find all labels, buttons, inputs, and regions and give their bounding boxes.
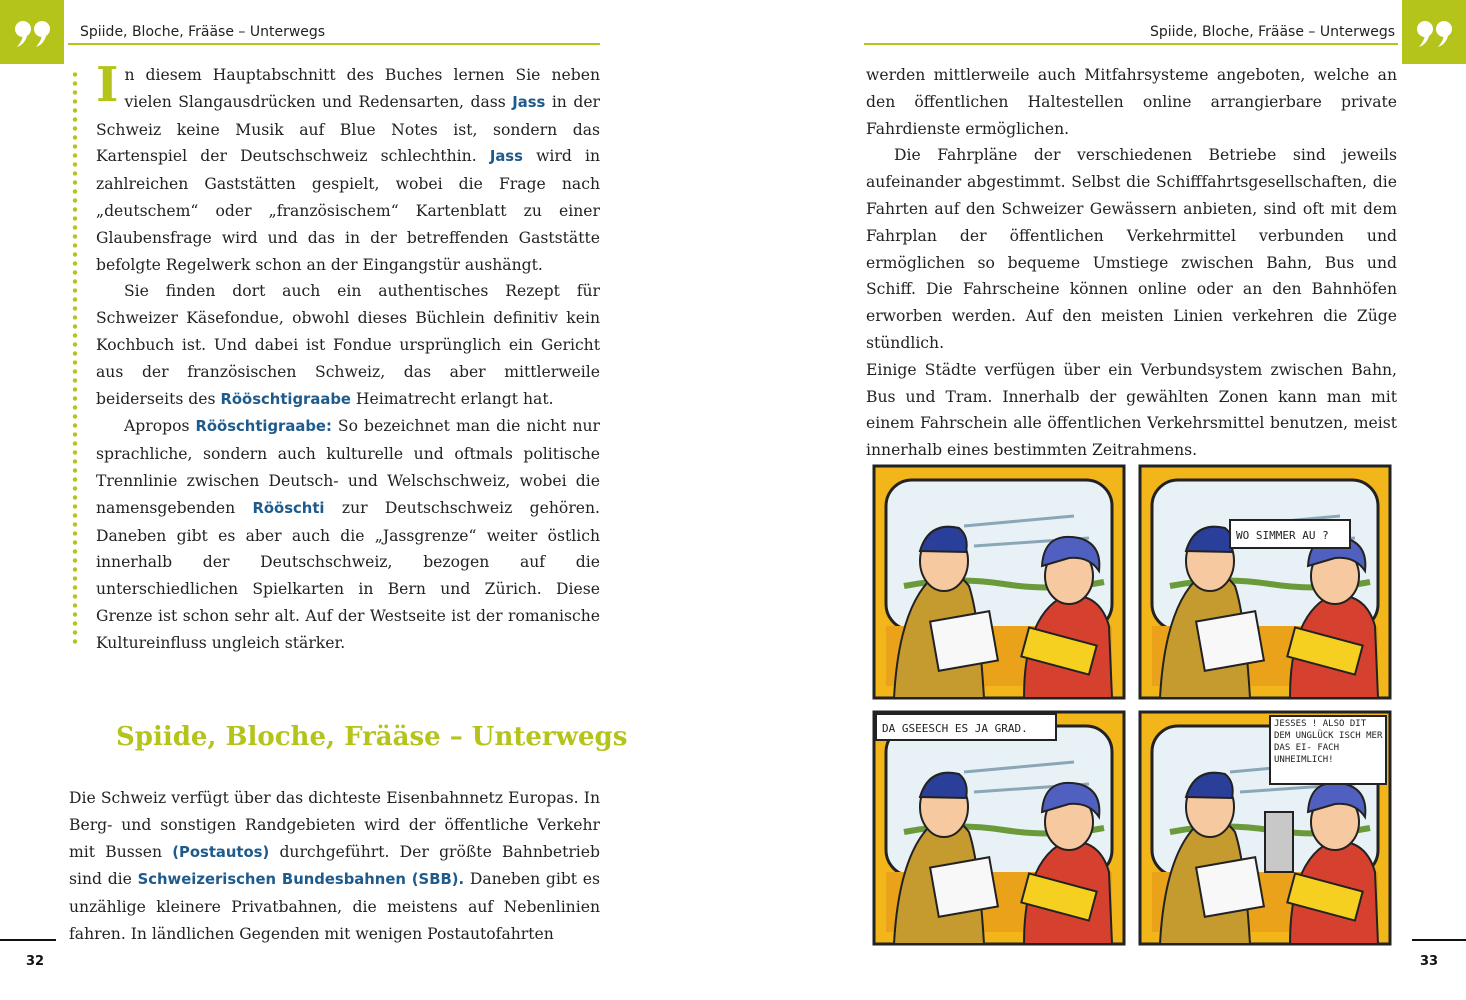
dotted-margin-ornament	[72, 70, 78, 646]
intro-paragraph-1: In diesem Hauptabschnitt des Buches lernen Sie neben vielen Slangausdrücken und Redensarten, dass Jass in der Schweiz keine Musik auf Blue Notes ist, sondern das Kartenspiel der Deutschschweiz schlechthin. Jass wird in zahlreichen Gaststätten gespielt, wobei die Frage nach „deutschem“ oder „französischem“ Kartenblatt zu einer Glaubensfrage wird und das in der betreffenden Gaststätte befolgte Regelwerk schon an der Eingangstür aushängt.	[96, 57, 601, 274]
keyword-rooeschti: Rööschti	[252, 499, 325, 517]
right-paragraph-1: werden mittlerweile auch Mitfahrsysteme angeboten, welche an den öffentlichen Haltestellen online arrangierbare private Fahrdienste ermöglichen.	[866, 66, 1397, 138]
keyword-rooeschtigraabe: Rööschtigraabe:	[195, 418, 332, 436]
quote-mark-box-right	[1402, 0, 1466, 64]
left-page-intro	[96, 57, 601, 657]
header-rule-left	[68, 43, 600, 45]
comic-panel-4	[1140, 712, 1390, 944]
keyword-jass: Jass	[512, 93, 546, 111]
keyword-sbb: Schweizerischen Bundesbahnen (SBB).	[137, 871, 465, 889]
page-number-right: 33	[1420, 954, 1439, 969]
comic-panel-1	[874, 466, 1124, 698]
intro-paragraph-2: Sie finden dort auch ein authentisches Rezept für Schweizer Käsefondue, obwohl dieses Büchlein definitiv kein Kochbuch ist. Und dabei ist Fondue ursprünglich ein Gericht aus der französischen Schweiz, das aber mittlerweile beiderseits des Rööschtigraabe Heimatrecht erlangt hat.	[96, 282, 600, 408]
left-page-section-text	[69, 785, 600, 948]
running-header-left: Spiide, Bloche, Frääse – Unterwegs	[80, 24, 326, 40]
keyword-rooeschtigraabe: Rööschtigraabe	[220, 390, 351, 408]
header-rule-right	[864, 43, 1398, 45]
drop-cap: I	[96, 57, 119, 113]
quote-icon	[1416, 20, 1454, 48]
speech-bubble-text: WO SIMMER AU ?	[1236, 529, 1329, 542]
keyword-postautos: (Postautos)	[172, 843, 270, 861]
comic-panel-3	[874, 712, 1124, 944]
footer-rule-left	[0, 939, 56, 941]
keyword-jass: Jass	[489, 148, 523, 166]
right-paragraph-3: Einige Städte verfügen über ein Verbundsystem zwischen Bahn, Bus und Tram. Innerhalb der gewählten Zonen kann man mit einem Fahrschein alle öffentlichen Verkehrsmittel benutzen, meist innerhalb eines bestimmten Zeitrahmens.	[866, 360, 1397, 460]
section-paragraph-1: Die Schweiz verfügt über das dichteste Eisenbahnnetz Europas. In Berg- und sonstigen Randgebieten wird der öffentliche Verkehr mit Bussen (Postautos) durchgeführt. Der größte Bahnbetrieb sind die Schweizerischen Bundesbahnen (SBB). Daneben gibt es unzählige kleinere Privatbahnen, die meistens auf Nebenlinien fahren. In ländlichen Gegenden mit wenigen Postautofahrten	[69, 789, 600, 943]
comic-strip-illustration	[870, 462, 1396, 950]
running-header-right: Spiide, Bloche, Frääse – Unterwegs	[1150, 24, 1396, 40]
section-heading: Spiide, Bloche, Frääse – Unterwegs	[116, 722, 628, 752]
intro-paragraph-3: Apropos Rööschtigraabe: So bezeichnet man die nicht nur sprachliche, sondern auch kulturelle und oftmals politische Trennlinie zwischen Deutsch- und Welschschweiz, wobei die namensgebenden Rööschti zur Deutschschweiz gehören. Daneben gibt es aber auch die „Jassgrenze“ weiter östlich innerhalb der Deutschschweiz, bezogen auf die unterschiedlichen Spielkarten in Bern und Zürich. Diese Grenze ist schon sehr alt. Auf der Westseite ist der romanische Kultureinfluss ungleich stärker.	[96, 417, 600, 652]
page-number-left: 32	[26, 954, 45, 969]
footer-rule-right	[1412, 939, 1466, 941]
right-paragraph-2: Die Fahrpläne der verschiedenen Betriebe sind jeweils aufeinander abgestimmt. Selbst die Schifffahrtsgesellschaften, die Fahrten auf den Schweizer Gewässern anbieten, sind oft mit dem Fahrplan der öffentlichen Verkehrmittel verbunden und ermöglichen so bequeme Umstiege zwischen Bahn, Bus und Schiff. Die Fahrscheine können online oder an den Bahnhöfen erworben werden. Auf den meisten Linien verkehren die Züge stündlich.	[866, 146, 1397, 352]
quote-mark-box-left	[0, 0, 64, 64]
quote-icon	[14, 20, 52, 48]
comic-panel-2	[1140, 466, 1390, 698]
speech-bubble-text: JESSES ! ALSO DIT DEM UNGLÜCK ISCH MER DAS EI- FACH UNHEIMLICH!	[1274, 719, 1383, 765]
right-page-text	[866, 62, 1397, 464]
speech-bubble-text: DA GSEESCH ES JA GRAD.	[882, 722, 1028, 735]
